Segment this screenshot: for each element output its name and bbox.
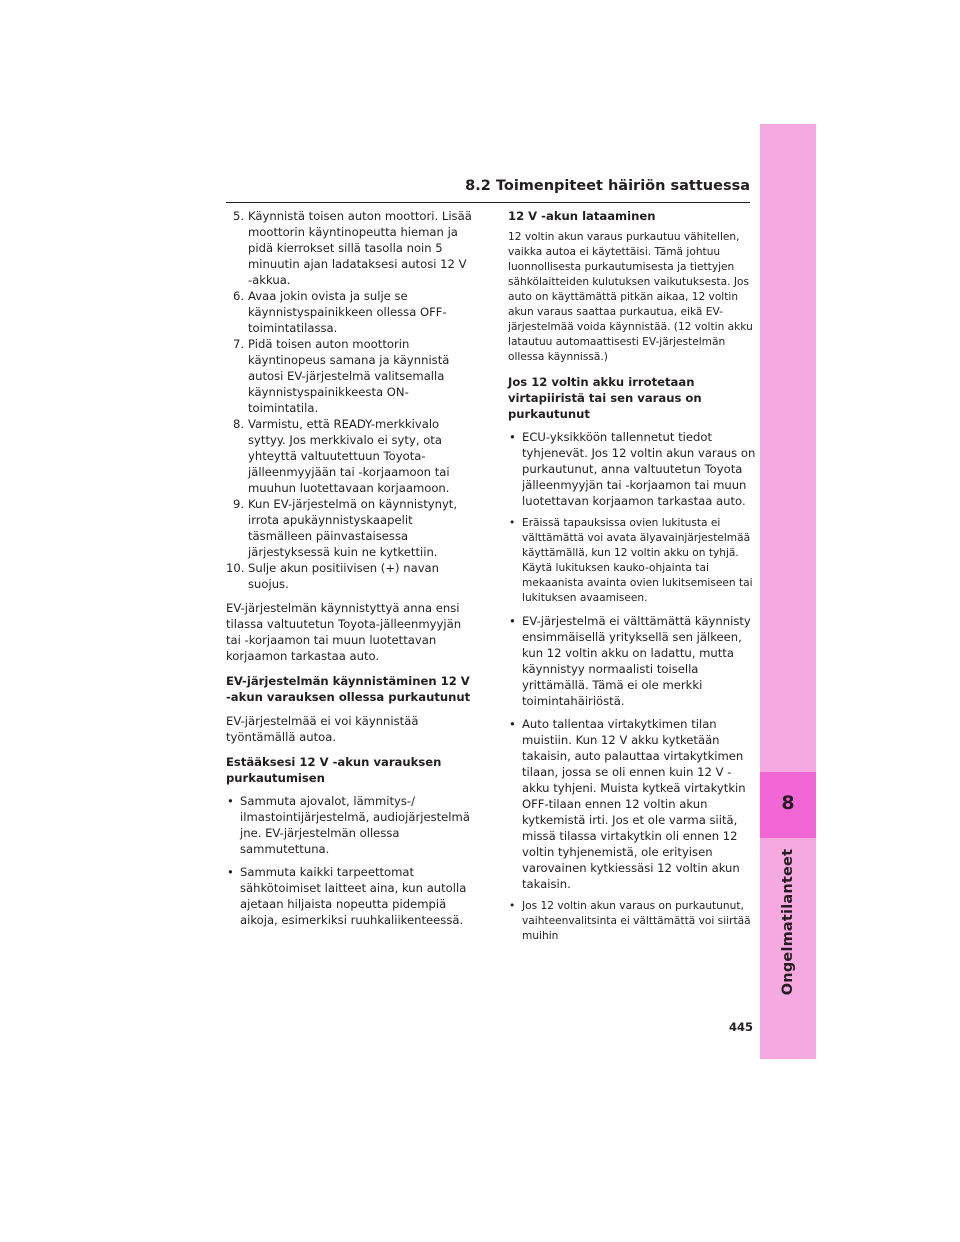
step-item (226, 560, 474, 592)
bullet-item: • Sammuta kaikki tarpeettomat sähkötoimiset laitteet aina, kun autolla ajetaan hiljaista nopeutta pidempiä aikoja, esimerkiksi ruuhkaliikenteessä. (226, 864, 474, 928)
step-item (226, 208, 474, 288)
step-item (226, 336, 474, 416)
step-number: 10. (226, 561, 245, 575)
step-text: Avaa jokin ovista ja sulje se käynnistyspainikkeen ollessa OFF-toimintatilassa. (248, 289, 447, 335)
step-text: Sulje akun positiivisen (+) navan suojus. (248, 561, 440, 591)
step-item (226, 288, 474, 336)
right-column (508, 208, 756, 944)
left-column (226, 208, 474, 928)
bullet-item: • Sammuta ajovalot, lämmitys-/ ilmastointijärjestelmä, audiojärjestelmä jne. EV-järjestelmän ollessa sammutettuna. (226, 793, 474, 857)
subheading: EV-järjestelmän käynnistäminen 12 V -akun varauksen ollessa purkautunut (226, 674, 471, 704)
body-paragraph: EV-järjestelmää ei voi käynnistää työntämällä autoa. (226, 714, 419, 744)
subheading: Estääksesi 12 V -akun varauksen purkautumisen (226, 755, 442, 785)
step-text: Kun EV-järjestelmä on käynnistynyt, irrota apukäynnistyskaapelit täsmälleen päinvastaisessa järjestyksessä kuin ne kytkettiin. (248, 497, 458, 559)
header-rule (226, 202, 750, 203)
step-text: Käynnistä toisen auton moottori. Lisää moottorin käyntinopeutta hieman ja pidä kierrokset sillä tasolla noin 5 minuutin ajan ladataksesi autosi 12 V -akkua. (248, 209, 472, 287)
body-paragraph: 12 voltin akun varaus purkautuu vähitellen, vaikka autoa ei käytettäisi. Tämä johtuu luonnollisesta purkautumisesta ja tiettyjen sähkölaitteiden kulutuksen vaikutuksesta. Jos auto on käyttämättä pitkän aikaa, 12 voltin akun varaus saattaa purkautua, eikä EV-järjestelmää voida käynnistää. (12 voltin akku latautuu automaattisesti EV-järjestelmän ollessa käynnissä.) (508, 231, 753, 363)
step-text: Pidä toisen auton moottorin käyntinopeus samana ja käynnistä autosi EV-järjestelmä valitsemalla käynnistyspainikkeesta ON-toimintatila. (248, 337, 450, 415)
step-number: 5. (232, 209, 244, 223)
subheading: Jos 12 voltin akku irrotetaan virtapiiristä tai sen varaus on purkautunut (508, 375, 702, 421)
bullet-item: • Jos 12 voltin akun varaus on purkautunut, vaihteenvalitsinta ei välttämättä voi siirtää muihin (508, 899, 756, 944)
bullet-item: • ECU-yksikköön tallennetut tiedot tyhjenevät. Jos 12 voltin akun varaus on purkautunut, anna valtuutetun Toyota jälleenmyyjän tai -korjaamon tai muun luotettavan korjaamon tarkastaa auto. (508, 429, 756, 509)
chapter-number: 8 (781, 792, 795, 814)
section-title: 8.2 Toimenpiteet häiriön sattuessa (465, 178, 750, 194)
bullet-item: • Auto tallentaa virtakytkimen tilan muistiin. Kun 12 V akku kytketään takaisin, auto palauttaa virtakytkimen tilaan, jossa se oli ennen kuin 12 V -akku tyhjeni. Muista kytkeä virtakytkin OFF-tilaan ennen 12 voltin akun kytkemistä irti. Jos et ole varma siitä, missä tilassa virtakytkin oli ennen 12 voltin tyhjenemistä, ole erityisen varovainen kytkiessäsi 12 voltin akun takaisin. (508, 716, 756, 892)
step-number: 7. (232, 337, 244, 351)
subheading: 12 V -akun lataaminen (508, 209, 656, 223)
step-number: 8. (232, 417, 244, 431)
body-paragraph: EV-järjestelmän käynnistyttyä anna ensi tilassa valtuutetun Toyota-jälleenmyyjän tai -korjaamon tai muun luotettavan korjaamon tarkastaa auto. (226, 601, 462, 663)
step-text: Varmistu, että READY-merkkivalo syttyy. Jos merkkivalo ei syty, ota yhteyttä valtuutettuun Toyota-jälleenmyyjään tai -korjaamoon tai muuhun luotettavaan korjaamoon. (248, 417, 450, 495)
step-number: 9. (232, 497, 244, 511)
chapter-label-box (764, 848, 812, 996)
bullet-item: • EV-järjestelmä ei välttämättä käynnisty ensimmäisellä yrityksellä sen jälkeen, kun 12 voltin akku on ladattu, mutta käynnistyy normaalisti toisella yrittämällä. Tämä ei ole merkki toimintahäiriöstä. (508, 613, 756, 709)
chapter-label: Ongelmatilanteet (780, 848, 796, 996)
bullet-item: • Eräissä tapauksissa ovien lukitusta ei välttämättä voi avata älyavainjärjestelmää käyttämällä, kun 12 voltin akku on tyhjä. Käytä lukituksen kauko-ohjainta tai mekaanista avainta ovien lukitsemiseen tai lukituksen avaamiseen. (508, 516, 756, 606)
page-number: 445 (729, 1020, 754, 1034)
step-number: 6. (232, 289, 244, 303)
step-item (226, 416, 474, 496)
step-item (226, 496, 474, 560)
